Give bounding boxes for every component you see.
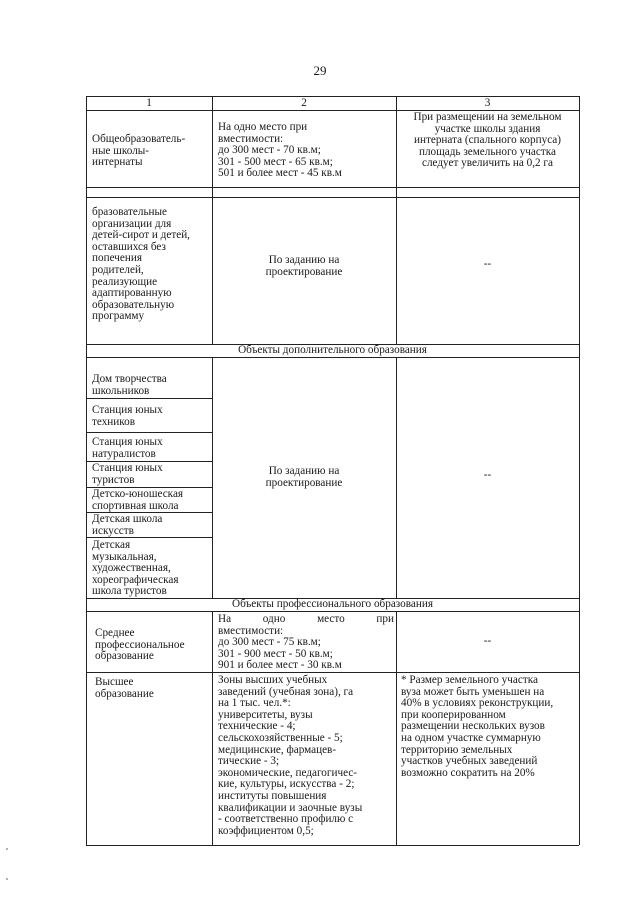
additional-item-6: Детская школа искусств — [92, 513, 163, 537]
scan-mark — [6, 848, 8, 850]
additional-item-3: Станция юных натуралистов — [92, 436, 163, 460]
additional-item-2: Станция юных техников — [92, 404, 163, 428]
rule-col1-a — [212, 96, 213, 344]
rule-row-secondary-bottom — [86, 672, 579, 673]
secondary-norm-rest: вместимости: до 300 мест - 75 кв.м; 301 - 900 мест - 50 кв.м; 901 и более мест - 30 кв.м — [218, 624, 342, 672]
page-number: 29 — [313, 63, 327, 78]
additional-note: -- — [483, 469, 492, 481]
rule-right — [579, 96, 580, 845]
rule-top — [86, 96, 579, 97]
higher-note: * Размер земельного участка вуза может быть уменьшен на 40% в условиях реконструкции, при кооперированном размещении нескольких вузов на одном участке суммарную территорию земельных участков учебных заведений возможно сократить на 20% — [401, 674, 554, 779]
boarding-note: При размещении на земельном участке школы здания интерната (спального корпуса) площадь земельного участка следует увеличить на 0,2 га — [413, 111, 562, 170]
secondary-name: Среднее профессиональное образование — [95, 627, 185, 663]
higher-name: Высшее образование — [95, 676, 154, 700]
additional-norm: По заданию на проектирование — [265, 465, 343, 489]
additional-item-4: Станция юных туристов — [92, 462, 163, 486]
secondary-norm-block — [218, 614, 394, 672]
rule-item1 — [86, 398, 212, 399]
rule-row1-bottom — [86, 187, 579, 188]
orphans-name: бразовательные организации для детей-сирот и детей, оставшихся без попечения родителей, реализующие адаптированную образовательную программу — [92, 206, 190, 323]
rule-left — [86, 96, 87, 845]
higher-norm: Зоны высших учебных заведений (учебная зона), га на 1 тыс. чел.*: университеты, вузы технические - 4; сельскохозяйственные - 5; медицинские, фармацев- тические - 3; экономические, педагогичес- кие, культуры, искусства - 2; институты повышения квалификации и заочные вузы - соответственно профилю с коэффициентом 0,5; — [218, 674, 363, 837]
secondary-word-2: одно — [262, 613, 286, 625]
boarding-name: Общеобразователь- ные школы- интернаты — [92, 133, 186, 169]
rule-section2-bottom — [86, 611, 579, 612]
rule-bottom — [86, 845, 579, 846]
additional-item-7: Детская музыкальная, художественная, хореографическая школа туристов — [92, 539, 179, 598]
secondary-norm-first-line — [218, 614, 394, 626]
orphans-norm: По заданию на проектирование — [265, 254, 343, 278]
orphans-note: -- — [483, 258, 492, 270]
rule-section1-bottom — [86, 357, 579, 358]
rule-item2 — [86, 432, 212, 433]
section-additional-title: Объекты дополнительного образования — [238, 344, 427, 356]
rule-col1-c — [212, 611, 213, 845]
additional-item-5: Детско-юношеская спортивная школа — [92, 488, 184, 512]
header-col3: 3 — [484, 97, 491, 109]
boarding-norm: На одно место при вместимости: до 300 мест - 70 кв.м; 301 - 500 мест - 65 кв.м; 501 и более мест - 45 кв.м — [218, 121, 342, 180]
secondary-note: -- — [483, 635, 492, 647]
secondary-word-4: при — [376, 613, 394, 625]
secondary-word-1: На — [218, 613, 232, 625]
scan-mark — [6, 878, 8, 880]
section-professional-title: Объекты профессионального образования — [232, 598, 433, 610]
secondary-word-3: место — [317, 613, 345, 625]
additional-item-1: Дом творчества школьников — [92, 373, 167, 397]
rule-row2-top — [86, 197, 579, 198]
header-col1: 1 — [146, 97, 152, 109]
header-col2: 2 — [301, 97, 307, 109]
